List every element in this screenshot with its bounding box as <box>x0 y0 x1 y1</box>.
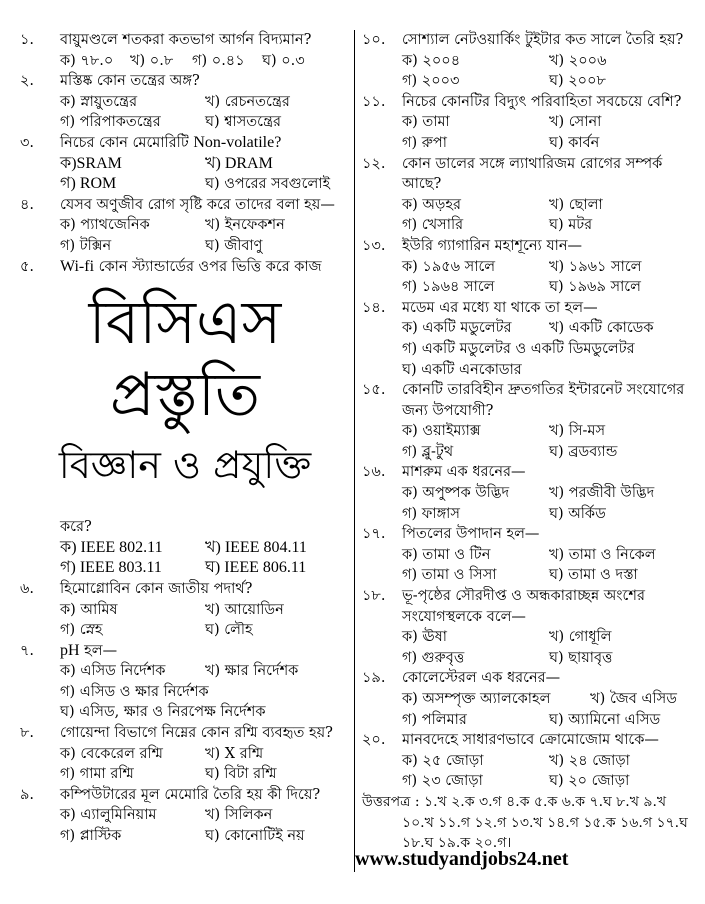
option-ga: গ) ২০০৩ <box>402 73 460 90</box>
option-kha: খ) একটি কোডেক <box>549 320 654 337</box>
options-row <box>402 483 696 504</box>
question-number: ১৯. <box>362 670 386 687</box>
option-ga: গ) IEEE 803.11 <box>60 559 162 577</box>
options-row <box>402 195 696 216</box>
option-kha: খ) ১৯৬১ সালে <box>549 258 642 275</box>
option-ka: ক) অড়হর <box>402 196 461 213</box>
option-kha: খ) গোধূলি <box>549 629 612 646</box>
options-row <box>60 174 350 195</box>
question-text <box>60 257 350 278</box>
option-kha: খ) X রশ্মি <box>205 745 264 762</box>
question-4 <box>20 195 350 257</box>
options-row <box>402 257 696 278</box>
answer-key-line-2: ১০.খ ১১.গ ১২.গ ১৩.খ ১৪.গ ১৫.ক ১৬.গ ১৭.ঘ <box>402 814 688 831</box>
option-kha: খ) DRAM <box>205 154 273 172</box>
option-ga: গ) ২৩ জোড়া <box>402 773 483 790</box>
question-5 <box>20 257 350 278</box>
question-6 <box>20 579 350 641</box>
option-ka: ক) ১৯৫৬ সালে <box>402 258 496 275</box>
question-19 <box>362 668 696 730</box>
options-row <box>402 112 696 133</box>
option-gha: ঘ) মটর <box>549 217 593 234</box>
option-ka: ক) অসম্পৃক্ত অ্যালকোহল <box>402 691 551 707</box>
options-row <box>402 627 696 648</box>
question-10 <box>362 30 696 92</box>
option-gha: ঘ) লৌহ <box>205 622 253 639</box>
question-1 <box>20 30 350 71</box>
option-kha: খ) IEEE 804.11 <box>205 538 307 556</box>
options-row <box>402 360 696 381</box>
option-kha: খ) সোনা <box>549 114 602 131</box>
question-number: ৬. <box>20 580 35 597</box>
question-20 <box>362 730 696 792</box>
question-text: মানবদেহে সাধারণভাবে ক্রোমোজোম থাকে— <box>402 732 659 749</box>
question-text-en: Non-volatile? <box>193 133 282 151</box>
option-ka: ক) তামা <box>402 114 450 131</box>
options-row <box>60 558 350 579</box>
question-15 <box>362 380 696 462</box>
option-ka: ক) ২৫ জোড়া <box>402 752 484 769</box>
option-ka: ক) এ্যালুমিনিয়াম <box>60 807 157 824</box>
question-text: যেসব অণুজীব রোগ সৃষ্টি করে তাদের বলা হয়— <box>60 196 335 213</box>
question-5-continued <box>20 517 350 579</box>
option-ka: ক) ওয়াইম্যাক্স <box>402 423 481 440</box>
options-row <box>402 133 696 154</box>
question-number: ৪. <box>20 196 35 213</box>
option-kha: খ) ২০০৬ <box>549 52 607 69</box>
column-divider <box>354 30 355 872</box>
answer-key-line-1: উত্তরপত্র : ১.খ ২.ক ৩.গ ৪.ক ৫.ক ৬.ক ৭.ঘ ৮.খ ৯.খ <box>362 793 667 810</box>
option-gha: ঘ) অ্যামিনো এসিড <box>549 711 661 728</box>
option-kha: খ) পরজীবী উদ্ভিদ <box>549 485 655 502</box>
question-number: ১৩. <box>362 237 386 254</box>
option-ga: গ) পলিমার <box>402 711 467 728</box>
option-gha: ঘ) ০.৩ <box>262 52 305 69</box>
option-ga: গ) ১৯৬৪ সালে <box>402 279 495 296</box>
option-gha: ঘ) বিটা রশ্মি <box>205 766 277 783</box>
options-row <box>402 648 696 669</box>
option-ka: ক) বেকেরেল রশ্মি <box>60 745 163 762</box>
question-text: কোনটি তারবিহীন দ্রুতগতির ইন্টারনেট সংযোগের জন্য উপযোগী? <box>402 382 685 419</box>
option-gha: ঘ) কার্বন <box>549 134 600 151</box>
question-text: মাশরুম এক ধরনের— <box>402 464 526 481</box>
option-gha: ঘ) ব্রডব্যান্ড <box>549 443 618 460</box>
question-text: বায়ুমণ্ডলে শতকরা কতভাগ আর্গন বিদ্যমান? <box>60 32 312 48</box>
option-ka: ক) ৭৮.০ <box>60 52 114 69</box>
option-ka: ক)SRAM <box>60 154 122 172</box>
option-ga: গ) ফাঙ্গাস <box>402 505 460 522</box>
question-text: ভূ-পৃষ্ঠের সৌরদীপ্ত ও অন্ধকারাচ্ছন্ন অংশের সংযোগস্থলকে বলে— <box>402 588 645 625</box>
options-row <box>60 620 350 641</box>
question-12 <box>362 154 696 236</box>
options-row <box>60 805 350 826</box>
question-text: মডেম এর মধ্যে যা থাকে তা হল— <box>402 299 598 316</box>
question-16 <box>362 462 696 524</box>
option-ga: গ) একটি মডুলেটর ও একটি ডিমডুলেটর <box>402 340 635 357</box>
question-number: ১. <box>20 32 35 48</box>
option-kha: খ) ক্ষার নির্দেশক <box>205 663 299 680</box>
options-row <box>402 215 696 236</box>
options-row <box>402 51 696 72</box>
option-gha: ঘ) ২০০৮ <box>549 73 606 90</box>
option-gha: ঘ) শ্বাসতন্ত্রের <box>205 114 282 131</box>
options-row <box>60 51 350 72</box>
options-row <box>402 504 696 525</box>
question-number: ২০. <box>362 732 386 749</box>
question-text <box>60 133 350 154</box>
option-gha: ঘ) কোনোটিই নয় <box>205 828 305 845</box>
options-row <box>402 689 696 710</box>
option-ka: ক) ঊষা <box>402 629 447 646</box>
option-ga: গ) গুরুবৃত্ত <box>402 649 465 666</box>
title-subject: বিজ্ঞান ও প্রযুক্তি <box>58 443 312 488</box>
question-number: ১৮. <box>362 588 386 605</box>
option-gha: ঘ) ছায়াবৃত্ত <box>549 649 613 666</box>
options-row <box>402 318 696 339</box>
options-row <box>60 661 350 682</box>
question-number: ১৪. <box>362 299 386 316</box>
options-row <box>402 339 696 360</box>
option-kha: খ) সি-মস <box>549 423 606 440</box>
option-gha: ঘ) ২০ জোড়া <box>549 773 630 790</box>
options-row <box>402 277 696 298</box>
option-kha: খ) রেচনতন্ত্রের <box>205 93 290 110</box>
option-ga: গ) খেসারি <box>402 217 464 234</box>
option-ka: ক) অপুষ্পক উদ্ভিদ <box>402 485 510 502</box>
options-row <box>402 710 696 731</box>
option-ka: ক) এসিড নির্দেশক <box>60 663 166 680</box>
option-ka: ক) তামা ও টিন <box>402 546 491 563</box>
question-number: ৯. <box>20 786 35 803</box>
option-ka: ক) একটি মডুলেটর <box>402 320 512 337</box>
question-text: ইউরি গ্যাগারিন মহাশূন্যে যান— <box>402 237 583 254</box>
question-number: ৭. <box>20 642 35 659</box>
options-row <box>60 764 350 785</box>
option-gha: ঘ) ১৯৬৯ সালে <box>549 279 641 296</box>
question-14 <box>362 298 696 380</box>
option-kha: খ) ০.৮ <box>130 52 174 69</box>
question-text: কোলেস্টেরল এক ধরনের— <box>402 670 561 687</box>
options-row <box>60 682 350 703</box>
option-kha: খ) ইনফেকশন <box>205 217 285 234</box>
option-gha: ঘ) ওপরের সবগুলোই <box>205 176 331 193</box>
website-watermark: www.studyandjobs24.net <box>355 848 569 870</box>
option-ga: গ) ROM <box>60 175 117 193</box>
question-3 <box>20 133 350 195</box>
question-number: ১৭. <box>362 526 386 543</box>
option-ga: গ) পরিপাকতন্ত্রের <box>60 114 161 131</box>
title-block <box>20 287 350 517</box>
option-kha: খ) আয়োডিন <box>205 601 284 618</box>
question-18 <box>362 586 696 668</box>
question-text: কম্পিউটারের মূল মেমোরি তৈরি হয় কী দিয়ে? <box>60 786 321 803</box>
option-kha: খ) তামা ও নিকেল <box>549 546 656 563</box>
options-row <box>402 565 696 586</box>
option-ka: ক) IEEE 802.11 <box>60 538 163 556</box>
options-row <box>402 545 696 566</box>
question-13 <box>362 236 696 298</box>
option-kha: খ) জৈব এসিড <box>590 691 677 707</box>
options-row <box>60 538 350 559</box>
question-text: সোশ্যাল নেটওয়ার্কিং টুইটার কত সালে তৈরি হয়? <box>402 32 684 48</box>
question-text-bn: নিচের কোন মেমোরিটি <box>60 134 189 151</box>
option-kha: খ) ২৪ জোড়া <box>549 752 630 769</box>
question-text: হিমোগ্লোবিন কোন জাতীয় পদার্থ? <box>60 580 253 597</box>
question-text: কোন ডালের সঙ্গে ল্যাথারিজম রোগের সম্পর্ক আছে? <box>402 155 663 193</box>
answer-key-line-3: ১৮.ঘ ১৯.ক ২০.গ। <box>402 835 512 852</box>
option-ka: ক) স্নায়ুতন্ত্রের <box>60 93 138 110</box>
question-text <box>60 641 350 662</box>
option-gha: ঘ) অর্কিড <box>549 505 606 522</box>
option-ka: ক) ২০০৪ <box>402 52 461 69</box>
question-number: ১২. <box>362 155 386 172</box>
option-kha: খ) সিলিকন <box>205 807 273 824</box>
option-gha: ঘ) তামা ও দস্তা <box>549 567 638 584</box>
answer-key <box>362 792 696 854</box>
options-row <box>60 92 350 113</box>
question-number: ১৬. <box>362 464 386 481</box>
option-gha: ঘ) জীবাণু <box>205 237 263 254</box>
question-text-bn: হল— <box>84 642 118 659</box>
option-ga: গ) রুপা <box>402 134 447 151</box>
option-ga: গ) এসিড ও ক্ষার নির্দেশক <box>60 683 209 700</box>
option-kha: খ) ছোলা <box>549 196 603 213</box>
title-preparation: প্রস্তুতি <box>109 360 261 431</box>
question-text-en: pH <box>60 641 80 659</box>
title-bcs: বিসিএস <box>88 288 282 359</box>
question-number: ৩. <box>20 134 35 151</box>
question-text-en: Wi-fi <box>60 257 95 275</box>
options-row <box>60 600 350 621</box>
options-row <box>402 421 696 442</box>
question-11 <box>362 92 696 154</box>
question-8 <box>20 723 350 785</box>
question-text-bn: কোন স্ট্যান্ডার্ডের ওপর ভিত্তি করে কাজ <box>98 258 322 275</box>
question-number: ১১. <box>362 93 386 110</box>
option-ga: গ) টক্সিন <box>60 237 112 254</box>
question-2 <box>20 71 350 133</box>
options-row <box>60 236 350 257</box>
question-number: ৫. <box>20 258 35 275</box>
option-ka: ক) প্যাথজেনিক <box>60 217 150 234</box>
question-number: ১৫. <box>362 382 386 399</box>
option-ga: গ) গামা রশ্মি <box>60 766 134 783</box>
option-ga: গ) ব্লু-টুথ <box>402 443 454 460</box>
question-number: ৮. <box>20 725 35 742</box>
options-row <box>60 154 350 175</box>
options-row <box>60 826 350 847</box>
left-column <box>20 30 350 847</box>
question-9 <box>20 785 350 847</box>
options-row <box>60 744 350 765</box>
question-text: মস্তিষ্ক কোন তন্ত্রের অঙ্গ? <box>60 73 200 90</box>
question-text-continued: করে? <box>60 519 92 536</box>
options-row <box>60 702 350 723</box>
options-row <box>402 71 696 92</box>
option-gha: ঘ) একটি এনকোডার <box>402 361 522 378</box>
options-row <box>60 112 350 133</box>
option-ga: গ) প্লাস্টিক <box>60 828 122 845</box>
option-ga: গ) ০.৪১ <box>192 52 245 69</box>
option-ka: ক) আমিষ <box>60 601 118 618</box>
options-row <box>402 442 696 463</box>
question-17 <box>362 524 696 586</box>
option-ga: গ) স্নেহ <box>60 622 103 639</box>
options-row <box>60 215 350 236</box>
question-text: গোয়েন্দা বিভাগে নিম্নের কোন রশ্মি ব্যবহৃত হয়? <box>60 725 333 742</box>
options-row <box>402 771 696 792</box>
question-text: নিচের কোনটির বিদ্যুৎ পরিবাহিতা সবচেয়ে বেশি? <box>402 93 682 110</box>
option-ga: গ) তামা ও সিসা <box>402 567 497 584</box>
option-gha: ঘ) এসিড, ক্ষার ও নিরপেক্ষ নির্দেশক <box>60 704 266 721</box>
question-number: ১০. <box>362 32 386 48</box>
option-gha: ঘ) IEEE 806.11 <box>205 559 307 577</box>
right-column <box>362 30 696 854</box>
options-row <box>402 751 696 772</box>
question-text: পিতলের উপাদান হল— <box>402 526 540 543</box>
question-number: ২. <box>20 73 35 90</box>
question-7 <box>20 641 350 723</box>
